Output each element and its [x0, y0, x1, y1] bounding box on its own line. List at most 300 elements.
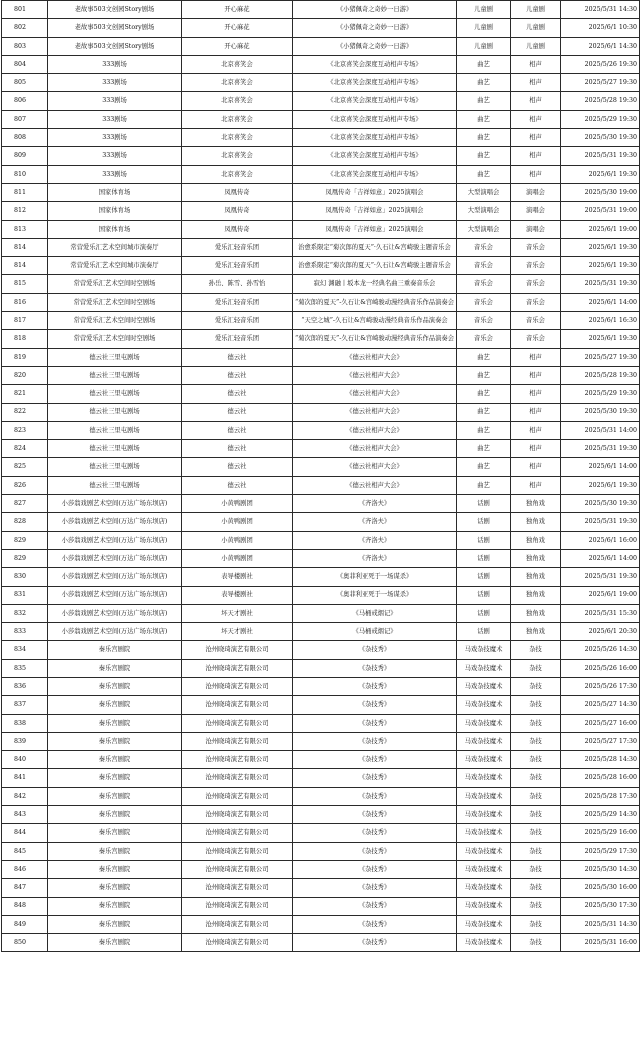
organizer-cell: 开心麻花	[182, 1, 293, 19]
show-title-cell: “菊次郎的夏天”-久石让&宫崎骏动漫经典音乐作品演奏会	[293, 293, 457, 311]
performance-schedule-table	[1, 0, 640, 952]
type-cell: 杂技	[511, 677, 561, 695]
type-cell: 杂技	[511, 641, 561, 659]
category-cell: 马戏杂技魔术	[457, 696, 511, 714]
organizer-cell: 表导楼剧社	[182, 568, 293, 586]
organizer-cell: 表导楼剧社	[182, 586, 293, 604]
showtime-cell: 2025/5/31 19:30	[561, 147, 640, 165]
venue-cell: 常营爱乐汇艺术空间时空剧场	[48, 275, 182, 293]
show-title-cell: 《杂技秀》	[293, 696, 457, 714]
organizer-cell: 沧州晓琦演艺有限公司	[182, 934, 293, 952]
row-number: 838	[2, 714, 48, 732]
showtime-cell: 2025/6/1 20:30	[561, 623, 640, 641]
table-row	[2, 183, 640, 201]
showtime-cell: 2025/5/27 19:30	[561, 74, 640, 92]
category-cell: 话剧	[457, 495, 511, 513]
type-cell: 杂技	[511, 769, 561, 787]
row-number: 803	[2, 37, 48, 55]
category-cell: 曲艺	[457, 129, 511, 147]
venue-cell: 德云社三里屯剧场	[48, 421, 182, 439]
table-row	[2, 366, 640, 384]
showtime-cell: 2025/6/1 19:30	[561, 165, 640, 183]
table-row	[2, 696, 640, 714]
organizer-cell: 沧州晓琦演艺有限公司	[182, 824, 293, 842]
show-title-cell: 《小猪佩奇之奇妙一日游》	[293, 1, 457, 19]
row-number: 814	[2, 257, 48, 275]
organizer-cell: 沧州晓琦演艺有限公司	[182, 659, 293, 677]
type-cell: 相声	[511, 385, 561, 403]
show-title-cell: 治愈系限定“菊次郎的夏天”·久石让&宫崎骏主题音乐会	[293, 257, 457, 275]
type-cell: 音乐会	[511, 312, 561, 330]
category-cell: 曲艺	[457, 476, 511, 494]
showtime-cell: 2025/5/26 19:30	[561, 55, 640, 73]
type-cell: 独角戏	[511, 495, 561, 513]
organizer-cell: 德云社	[182, 403, 293, 421]
showtime-cell: 2025/5/28 17:30	[561, 787, 640, 805]
show-title-cell: 《北京喜笑会深度互动相声专场》	[293, 147, 457, 165]
show-title-cell: 《德云社相声大会》	[293, 403, 457, 421]
category-cell: 马戏杂技魔术	[457, 897, 511, 915]
showtime-cell: 2025/5/30 16:00	[561, 879, 640, 897]
venue-cell: 333剧场	[48, 129, 182, 147]
row-number: 813	[2, 220, 48, 238]
venue-cell: 秦乐宫剧院	[48, 897, 182, 915]
show-title-cell: 《杂技秀》	[293, 934, 457, 952]
show-title-cell: 《德云社相声大会》	[293, 366, 457, 384]
show-title-cell: 《北京喜笑会深度互动相声专场》	[293, 92, 457, 110]
showtime-cell: 2025/6/1 19:30	[561, 330, 640, 348]
show-title-cell: 治愈系限定“菊次郎的夏天”·久石让&宫崎骏主题音乐会	[293, 238, 457, 256]
type-cell: 杂技	[511, 860, 561, 878]
organizer-cell: 开心麻花	[182, 19, 293, 37]
show-title-cell: 《德云社相声大会》	[293, 385, 457, 403]
table-row	[2, 312, 640, 330]
organizer-cell: 沧州晓琦演艺有限公司	[182, 787, 293, 805]
category-cell: 马戏杂技魔术	[457, 915, 511, 933]
table-row	[2, 421, 640, 439]
organizer-cell: 沧州晓琦演艺有限公司	[182, 915, 293, 933]
showtime-cell: 2025/5/30 19:00	[561, 183, 640, 201]
row-number: 824	[2, 440, 48, 458]
showtime-cell: 2025/5/31 19:30	[561, 513, 640, 531]
type-cell: 演唱会	[511, 202, 561, 220]
category-cell: 音乐会	[457, 312, 511, 330]
organizer-cell: 德云社	[182, 366, 293, 384]
showtime-cell: 2025/5/29 14:30	[561, 806, 640, 824]
venue-cell: 秦乐宫剧院	[48, 732, 182, 750]
organizer-cell: 德云社	[182, 440, 293, 458]
category-cell: 曲艺	[457, 366, 511, 384]
type-cell: 相声	[511, 458, 561, 476]
row-number: 801	[2, 1, 48, 19]
row-number: 821	[2, 385, 48, 403]
type-cell: 相声	[511, 348, 561, 366]
show-title-cell: 《杂技秀》	[293, 824, 457, 842]
showtime-cell: 2025/5/29 17:30	[561, 842, 640, 860]
category-cell: 曲艺	[457, 440, 511, 458]
organizer-cell: 德云社	[182, 385, 293, 403]
show-title-cell: 《奥菲利亚死于一场谋杀》	[293, 586, 457, 604]
venue-cell: 333剧场	[48, 110, 182, 128]
table-row	[2, 330, 640, 348]
showtime-cell: 2025/5/26 16:00	[561, 659, 640, 677]
category-cell: 话剧	[457, 604, 511, 622]
organizer-cell: 开心麻花	[182, 37, 293, 55]
category-cell: 马戏杂技魔术	[457, 842, 511, 860]
show-title-cell: 《杂技秀》	[293, 641, 457, 659]
table-row	[2, 293, 640, 311]
showtime-cell: 2025/5/30 19:30	[561, 129, 640, 147]
show-title-cell: “菊次郎的夏天”-久石让&宫崎骏动漫经典音乐作品演奏会	[293, 330, 457, 348]
showtime-cell: 2025/5/28 19:30	[561, 366, 640, 384]
venue-cell: 常营爱乐汇艺术空间城市演奏厅	[48, 238, 182, 256]
show-title-cell: 《德云社相声大会》	[293, 458, 457, 476]
table-row	[2, 513, 640, 531]
type-cell: 相声	[511, 440, 561, 458]
organizer-cell: 德云社	[182, 458, 293, 476]
venue-cell: 秦乐宫剧院	[48, 659, 182, 677]
table-row	[2, 769, 640, 787]
showtime-cell: 2025/5/31 16:00	[561, 934, 640, 952]
organizer-cell: 沧州晓琦演艺有限公司	[182, 806, 293, 824]
table-row	[2, 879, 640, 897]
row-number: 829	[2, 531, 48, 549]
show-title-cell: 《北京喜笑会深度互动相声专场》	[293, 110, 457, 128]
table-row	[2, 476, 640, 494]
category-cell: 曲艺	[457, 421, 511, 439]
type-cell: 杂技	[511, 879, 561, 897]
table-row	[2, 440, 640, 458]
organizer-cell: 凤凰传奇	[182, 220, 293, 238]
showtime-cell: 2025/5/27 19:30	[561, 348, 640, 366]
venue-cell: 常营爱乐汇艺术空间时空剧场	[48, 293, 182, 311]
showtime-cell: 2025/5/29 19:30	[561, 385, 640, 403]
category-cell: 话剧	[457, 549, 511, 567]
category-cell: 音乐会	[457, 330, 511, 348]
showtime-cell: 2025/6/1 10:30	[561, 19, 640, 37]
type-cell: 相声	[511, 421, 561, 439]
type-cell: 杂技	[511, 897, 561, 915]
showtime-cell: 2025/6/1 14:00	[561, 293, 640, 311]
venue-cell: 333剧场	[48, 147, 182, 165]
organizer-cell: 凤凰传奇	[182, 183, 293, 201]
showtime-cell: 2025/5/28 16:00	[561, 769, 640, 787]
category-cell: 曲艺	[457, 165, 511, 183]
showtime-cell: 2025/5/27 14:30	[561, 696, 640, 714]
organizer-cell: 凤凰传奇	[182, 202, 293, 220]
row-number: 810	[2, 165, 48, 183]
show-title-cell: 《杂技秀》	[293, 714, 457, 732]
type-cell: 相声	[511, 74, 561, 92]
venue-cell: 秦乐宫剧院	[48, 696, 182, 714]
venue-cell: 常营爱乐汇艺术空间时空剧场	[48, 312, 182, 330]
venue-cell: 小莎翁戏剧艺术空间(万达广场东坝店)	[48, 623, 182, 641]
show-title-cell: 《德云社相声大会》	[293, 476, 457, 494]
venue-cell: 小莎翁戏剧艺术空间(万达广场东坝店)	[48, 586, 182, 604]
showtime-cell: 2025/5/31 19:30	[561, 568, 640, 586]
show-title-cell: 《杂技秀》	[293, 769, 457, 787]
organizer-cell: 沧州晓琦演艺有限公司	[182, 897, 293, 915]
show-title-cell: 《小猪佩奇之奇妙一日游》	[293, 37, 457, 55]
organizer-cell: 北京喜笑会	[182, 110, 293, 128]
type-cell: 儿童剧	[511, 37, 561, 55]
type-cell: 杂技	[511, 751, 561, 769]
type-cell: 相声	[511, 476, 561, 494]
venue-cell: 秦乐宫剧院	[48, 842, 182, 860]
showtime-cell: 2025/5/30 14:30	[561, 860, 640, 878]
showtime-cell: 2025/6/1 16:00	[561, 531, 640, 549]
showtime-cell: 2025/5/27 16:00	[561, 714, 640, 732]
organizer-cell: 北京喜笑会	[182, 147, 293, 165]
venue-cell: 秦乐宫剧院	[48, 769, 182, 787]
showtime-cell: 2025/6/1 19:00	[561, 586, 640, 604]
venue-cell: 德云社三里屯剧场	[48, 458, 182, 476]
table-row	[2, 74, 640, 92]
category-cell: 话剧	[457, 623, 511, 641]
show-title-cell: 《齐洛夫》	[293, 531, 457, 549]
category-cell: 话剧	[457, 586, 511, 604]
category-cell: 大型演唱会	[457, 202, 511, 220]
show-title-cell: 《杂技秀》	[293, 806, 457, 824]
organizer-cell: 小黄鸭剧团	[182, 495, 293, 513]
row-number: 843	[2, 806, 48, 824]
row-number: 802	[2, 19, 48, 37]
table-row	[2, 623, 640, 641]
organizer-cell: 爱乐汇轻音乐团	[182, 238, 293, 256]
row-number: 817	[2, 312, 48, 330]
type-cell: 相声	[511, 366, 561, 384]
showtime-cell: 2025/5/31 19:00	[561, 202, 640, 220]
showtime-cell: 2025/5/29 19:30	[561, 110, 640, 128]
venue-cell: 333剧场	[48, 92, 182, 110]
show-title-cell: 《德云社相声大会》	[293, 421, 457, 439]
type-cell: 相声	[511, 110, 561, 128]
type-cell: 杂技	[511, 732, 561, 750]
type-cell: 杂技	[511, 842, 561, 860]
show-title-cell: 《马桶戒烟记》	[293, 623, 457, 641]
row-number: 818	[2, 330, 48, 348]
row-number: 827	[2, 495, 48, 513]
showtime-cell: 2025/5/31 19:30	[561, 275, 640, 293]
venue-cell: 秦乐宫剧院	[48, 806, 182, 824]
show-title-cell: 《奥菲利亚死于一场谋杀》	[293, 568, 457, 586]
organizer-cell: 小黄鸭剧团	[182, 513, 293, 531]
category-cell: 儿童剧	[457, 37, 511, 55]
category-cell: 大型演唱会	[457, 183, 511, 201]
venue-cell: 秦乐宫剧院	[48, 934, 182, 952]
table-row	[2, 220, 640, 238]
show-title-cell: 《齐洛夫》	[293, 549, 457, 567]
venue-cell: 国家体育场	[48, 202, 182, 220]
row-number: 808	[2, 129, 48, 147]
table-row	[2, 110, 640, 128]
showtime-cell: 2025/6/1 14:30	[561, 37, 640, 55]
venue-cell: 德云社三里屯剧场	[48, 348, 182, 366]
show-title-cell: 《北京喜笑会深度互动相声专场》	[293, 55, 457, 73]
category-cell: 马戏杂技魔术	[457, 641, 511, 659]
row-number: 826	[2, 476, 48, 494]
table-row	[2, 531, 640, 549]
type-cell: 杂技	[511, 934, 561, 952]
venue-cell: 333剧场	[48, 74, 182, 92]
organizer-cell: 坏天才剧社	[182, 623, 293, 641]
venue-cell: 秦乐宫剧院	[48, 677, 182, 695]
showtime-cell: 2025/5/31 19:30	[561, 440, 640, 458]
show-title-cell: 凤凰传奇「吉祥如意」2025演唱会	[293, 220, 457, 238]
schedule-rows	[2, 1, 640, 952]
organizer-cell: 孙岳、陈雪、孙雪怡	[182, 275, 293, 293]
showtime-cell: 2025/5/29 16:00	[561, 824, 640, 842]
category-cell: 话剧	[457, 513, 511, 531]
table-row	[2, 604, 640, 622]
table-row	[2, 787, 640, 805]
venue-cell: 小莎翁戏剧艺术空间(万达广场东坝店)	[48, 604, 182, 622]
table-row	[2, 1, 640, 19]
category-cell: 儿童剧	[457, 1, 511, 19]
row-number: 823	[2, 421, 48, 439]
type-cell: 相声	[511, 165, 561, 183]
table-row	[2, 806, 640, 824]
show-title-cell: 《杂技秀》	[293, 860, 457, 878]
show-title-cell: 《齐洛夫》	[293, 495, 457, 513]
table-row	[2, 641, 640, 659]
category-cell: 曲艺	[457, 55, 511, 73]
row-number: 825	[2, 458, 48, 476]
showtime-cell: 2025/6/1 14:00	[561, 549, 640, 567]
type-cell: 杂技	[511, 696, 561, 714]
organizer-cell: 沧州晓琦演艺有限公司	[182, 732, 293, 750]
row-number: 845	[2, 842, 48, 860]
type-cell: 相声	[511, 147, 561, 165]
venue-cell: 德云社三里屯剧场	[48, 385, 182, 403]
row-number: 805	[2, 74, 48, 92]
organizer-cell: 沧州晓琦演艺有限公司	[182, 751, 293, 769]
show-title-cell: 《北京喜笑会深度互动相声专场》	[293, 129, 457, 147]
organizer-cell: 北京喜笑会	[182, 74, 293, 92]
category-cell: 儿童剧	[457, 19, 511, 37]
category-cell: 曲艺	[457, 92, 511, 110]
show-title-cell: 凤凰传奇「吉祥如意」2025演唱会	[293, 202, 457, 220]
category-cell: 话剧	[457, 568, 511, 586]
category-cell: 曲艺	[457, 74, 511, 92]
row-number: 837	[2, 696, 48, 714]
table-row	[2, 165, 640, 183]
organizer-cell: 爱乐汇轻音乐团	[182, 330, 293, 348]
category-cell: 马戏杂技魔术	[457, 934, 511, 952]
row-number: 833	[2, 623, 48, 641]
table-row	[2, 257, 640, 275]
showtime-cell: 2025/5/27 17:30	[561, 732, 640, 750]
showtime-cell: 2025/5/30 19:30	[561, 495, 640, 513]
table-row	[2, 385, 640, 403]
row-number: 816	[2, 293, 48, 311]
row-number: 840	[2, 751, 48, 769]
category-cell: 马戏杂技魔术	[457, 806, 511, 824]
type-cell: 独角戏	[511, 623, 561, 641]
category-cell: 曲艺	[457, 458, 511, 476]
organizer-cell: 北京喜笑会	[182, 55, 293, 73]
showtime-cell: 2025/6/1 19:30	[561, 238, 640, 256]
organizer-cell: 北京喜笑会	[182, 165, 293, 183]
row-number: 829	[2, 549, 48, 567]
table-row	[2, 37, 640, 55]
show-title-cell: 《杂技秀》	[293, 897, 457, 915]
show-title-cell: 《杂技秀》	[293, 659, 457, 677]
row-number: 806	[2, 92, 48, 110]
table-row	[2, 751, 640, 769]
organizer-cell: 德云社	[182, 421, 293, 439]
show-title-cell: “天空之城”-久石让&宫崎骏动漫经典音乐作品演奏会	[293, 312, 457, 330]
type-cell: 杂技	[511, 714, 561, 732]
table-row	[2, 348, 640, 366]
table-row	[2, 897, 640, 915]
row-number: 849	[2, 915, 48, 933]
row-number: 839	[2, 732, 48, 750]
venue-cell: 小莎翁戏剧艺术空间(万达广场东坝店)	[48, 513, 182, 531]
table-row	[2, 55, 640, 73]
venue-cell: 国家体育场	[48, 220, 182, 238]
venue-cell: 小莎翁戏剧艺术空间(万达广场东坝店)	[48, 531, 182, 549]
showtime-cell: 2025/6/1 14:00	[561, 458, 640, 476]
showtime-cell: 2025/6/1 16:30	[561, 312, 640, 330]
type-cell: 音乐会	[511, 238, 561, 256]
show-title-cell: 凤凰传奇「吉祥如意」2025演唱会	[293, 183, 457, 201]
category-cell: 音乐会	[457, 257, 511, 275]
table-row	[2, 568, 640, 586]
venue-cell: 秦乐宫剧院	[48, 915, 182, 933]
venue-cell: 德云社三里屯剧场	[48, 366, 182, 384]
venue-cell: 老故事503文创园Story剧场	[48, 19, 182, 37]
venue-cell: 秦乐宫剧院	[48, 879, 182, 897]
organizer-cell: 北京喜笑会	[182, 129, 293, 147]
row-number: 850	[2, 934, 48, 952]
category-cell: 音乐会	[457, 238, 511, 256]
venue-cell: 秦乐宫剧院	[48, 641, 182, 659]
row-number: 834	[2, 641, 48, 659]
organizer-cell: 爱乐汇轻音乐团	[182, 257, 293, 275]
table-row	[2, 824, 640, 842]
row-number: 820	[2, 366, 48, 384]
category-cell: 马戏杂技魔术	[457, 659, 511, 677]
venue-cell: 德云社三里屯剧场	[48, 476, 182, 494]
show-title-cell: 《杂技秀》	[293, 915, 457, 933]
venue-cell: 秦乐宫剧院	[48, 714, 182, 732]
venue-cell: 德云社三里屯剧场	[48, 440, 182, 458]
row-number: 831	[2, 586, 48, 604]
venue-cell: 小莎翁戏剧艺术空间(万达广场东坝店)	[48, 568, 182, 586]
venue-cell: 常营爱乐汇艺术空间城市演奏厅	[48, 257, 182, 275]
organizer-cell: 沧州晓琦演艺有限公司	[182, 714, 293, 732]
showtime-cell: 2025/6/1 19:30	[561, 257, 640, 275]
show-title-cell: 《德云社相声大会》	[293, 348, 457, 366]
show-title-cell: 《马桶戒烟记》	[293, 604, 457, 622]
showtime-cell: 2025/5/28 14:30	[561, 751, 640, 769]
category-cell: 曲艺	[457, 147, 511, 165]
type-cell: 演唱会	[511, 220, 561, 238]
organizer-cell: 坏天才剧社	[182, 604, 293, 622]
show-title-cell: 《北京喜笑会深度互动相声专场》	[293, 74, 457, 92]
type-cell: 独角戏	[511, 531, 561, 549]
category-cell: 马戏杂技魔术	[457, 879, 511, 897]
show-title-cell: 《杂技秀》	[293, 879, 457, 897]
row-number: 836	[2, 677, 48, 695]
table-row	[2, 860, 640, 878]
venue-cell: 秦乐宫剧院	[48, 824, 182, 842]
category-cell: 话剧	[457, 531, 511, 549]
showtime-cell: 2025/5/30 17:30	[561, 897, 640, 915]
organizer-cell: 沧州晓琦演艺有限公司	[182, 696, 293, 714]
category-cell: 马戏杂技魔术	[457, 860, 511, 878]
